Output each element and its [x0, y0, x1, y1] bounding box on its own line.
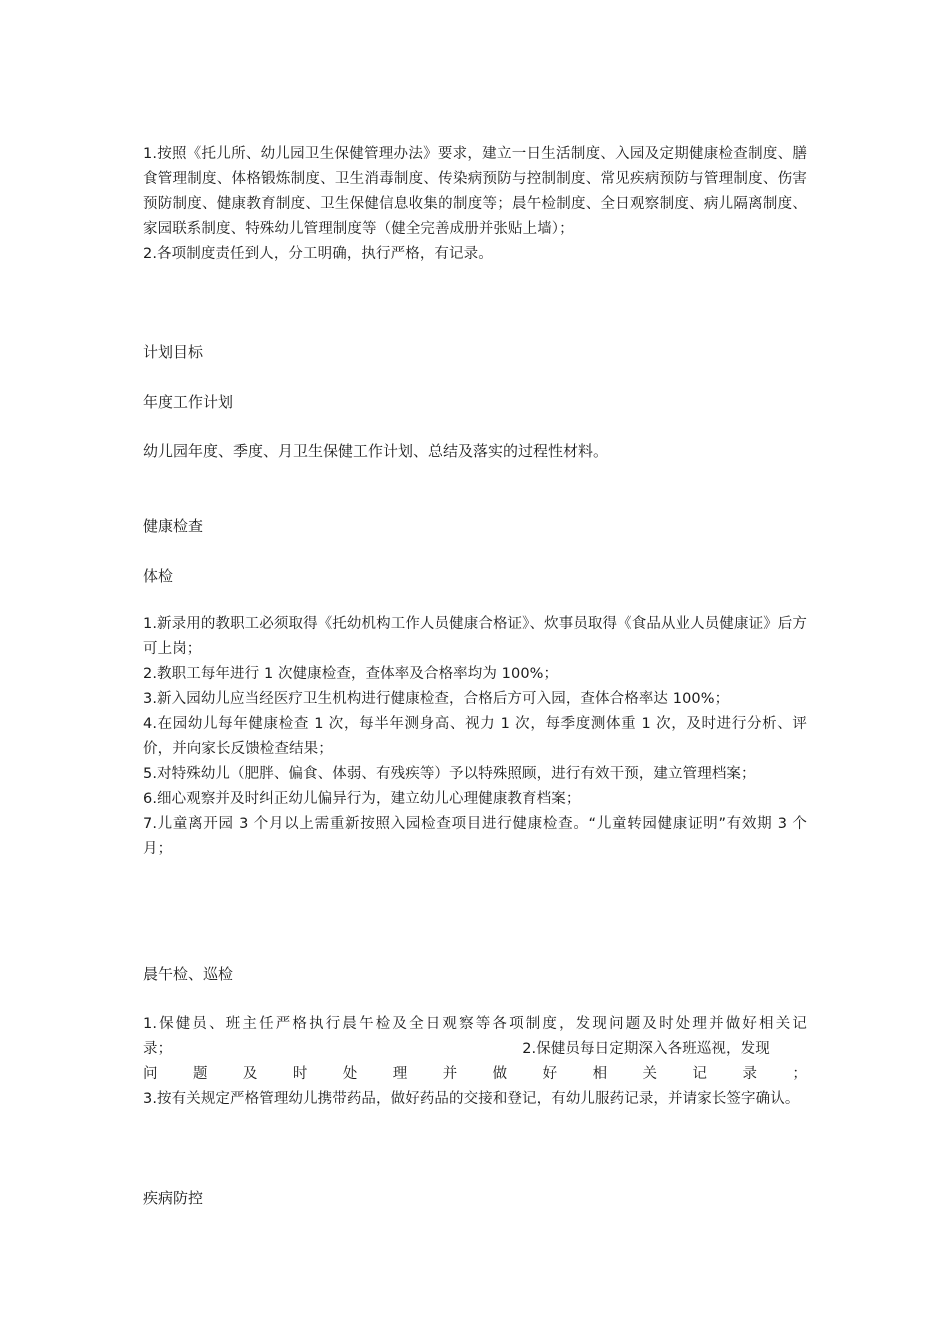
morning-heading-block — [143, 963, 807, 985]
plan-subheading-block — [143, 391, 807, 413]
morning-check-heading: 晨午检、巡检 — [143, 965, 234, 983]
morning-item-line-2 — [143, 1037, 807, 1062]
intro-item-1: 1.按照《托儿所、幼儿园卫生保健管理办法》要求，建立一日生活制度、入园及定期健康检查制度、膳食管理制度、体格锻炼制度、卫生消毒制度、传染病预防与控制制度、常见疾病预防与管理制度、伤害预防制度、健康教育制度、卫生保健信息收集的制度等；晨午检制度、全日观察制度、病儿隔离制度、家园联系制度、特殊幼儿管理制度等（健全完善成册并张贴上墙）； — [143, 146, 807, 237]
disease-heading: 疾病防控 — [143, 1189, 204, 1207]
health-check-heading: 健康检查 — [143, 517, 204, 535]
morning-item-1-end: 录； — [143, 1041, 173, 1057]
plan-heading-block — [143, 341, 807, 363]
health-check-subheading: 体检 — [143, 567, 174, 585]
health-subheading-block — [143, 565, 807, 587]
health-item-3: 3.新入园幼儿应当经医疗卫生机构进行健康检查，合格后方可入园，查体合格率达 100%； — [143, 691, 730, 707]
health-heading-block — [143, 515, 807, 537]
health-item-4: 4.在园幼儿每年健康检查 1 次，每半年测身高、视力 1 次，每季度测体重 1 次，及时进行分析、评价，并向家长反馈检查结果； — [143, 716, 807, 757]
health-item-7: 7.儿童离开园 3 个月以上需重新按照入园检查项目进行健康检查。“儿童转园健康证明”有效期 3 个月； — [143, 816, 807, 857]
intro-item-2: 2.各项制度责任到人，分工明确，执行严格，有记录。 — [143, 246, 493, 262]
morning-item-3: 3.按有关规定严格管理幼儿携带药品，做好药品的交接和登记，有幼儿服药记录，并请家长签字确认。 — [143, 1091, 800, 1107]
plan-heading: 计划目标 — [143, 343, 204, 361]
health-item-5: 5.对特殊幼儿（肥胖、偏食、体弱、有残疾等）予以特殊照顾，进行有效干预，建立管理档案； — [143, 766, 756, 782]
disease-heading-block — [143, 1187, 807, 1209]
health-item-1: 1.新录用的教职工必须取得《托幼机构工作人员健康合格证》、炊事员取得《食品从业人员健康证》后方可上岗； — [143, 616, 807, 657]
health-item-6: 6.细心观察并及时纠正幼儿偏异行为，建立幼儿心理健康教育档案； — [143, 791, 581, 807]
health-check-list — [143, 612, 807, 862]
plan-subheading: 年度工作计划 — [143, 393, 234, 411]
morning-item-1-line-1: 1.保健员、班主任严格执行晨午检及全日观察等各项制度，发现问题及时处理并做好相关记 — [143, 1016, 807, 1032]
plan-text: 幼儿园年度、季度、月卫生保健工作计划、总结及落实的过程性材料。 — [143, 442, 609, 460]
morning-check-list — [143, 1012, 807, 1112]
intro-section — [143, 142, 807, 267]
morning-item-2-end: 问题及时处理并做好相关记录； — [143, 1066, 807, 1082]
health-item-2: 2.教职工每年进行 1 次健康检查，查体率及合格率均为 100%； — [143, 666, 559, 682]
plan-text-block — [143, 440, 807, 462]
morning-item-2-start: 2.保健员每日定期深入各班巡视，发现 — [522, 1041, 770, 1057]
